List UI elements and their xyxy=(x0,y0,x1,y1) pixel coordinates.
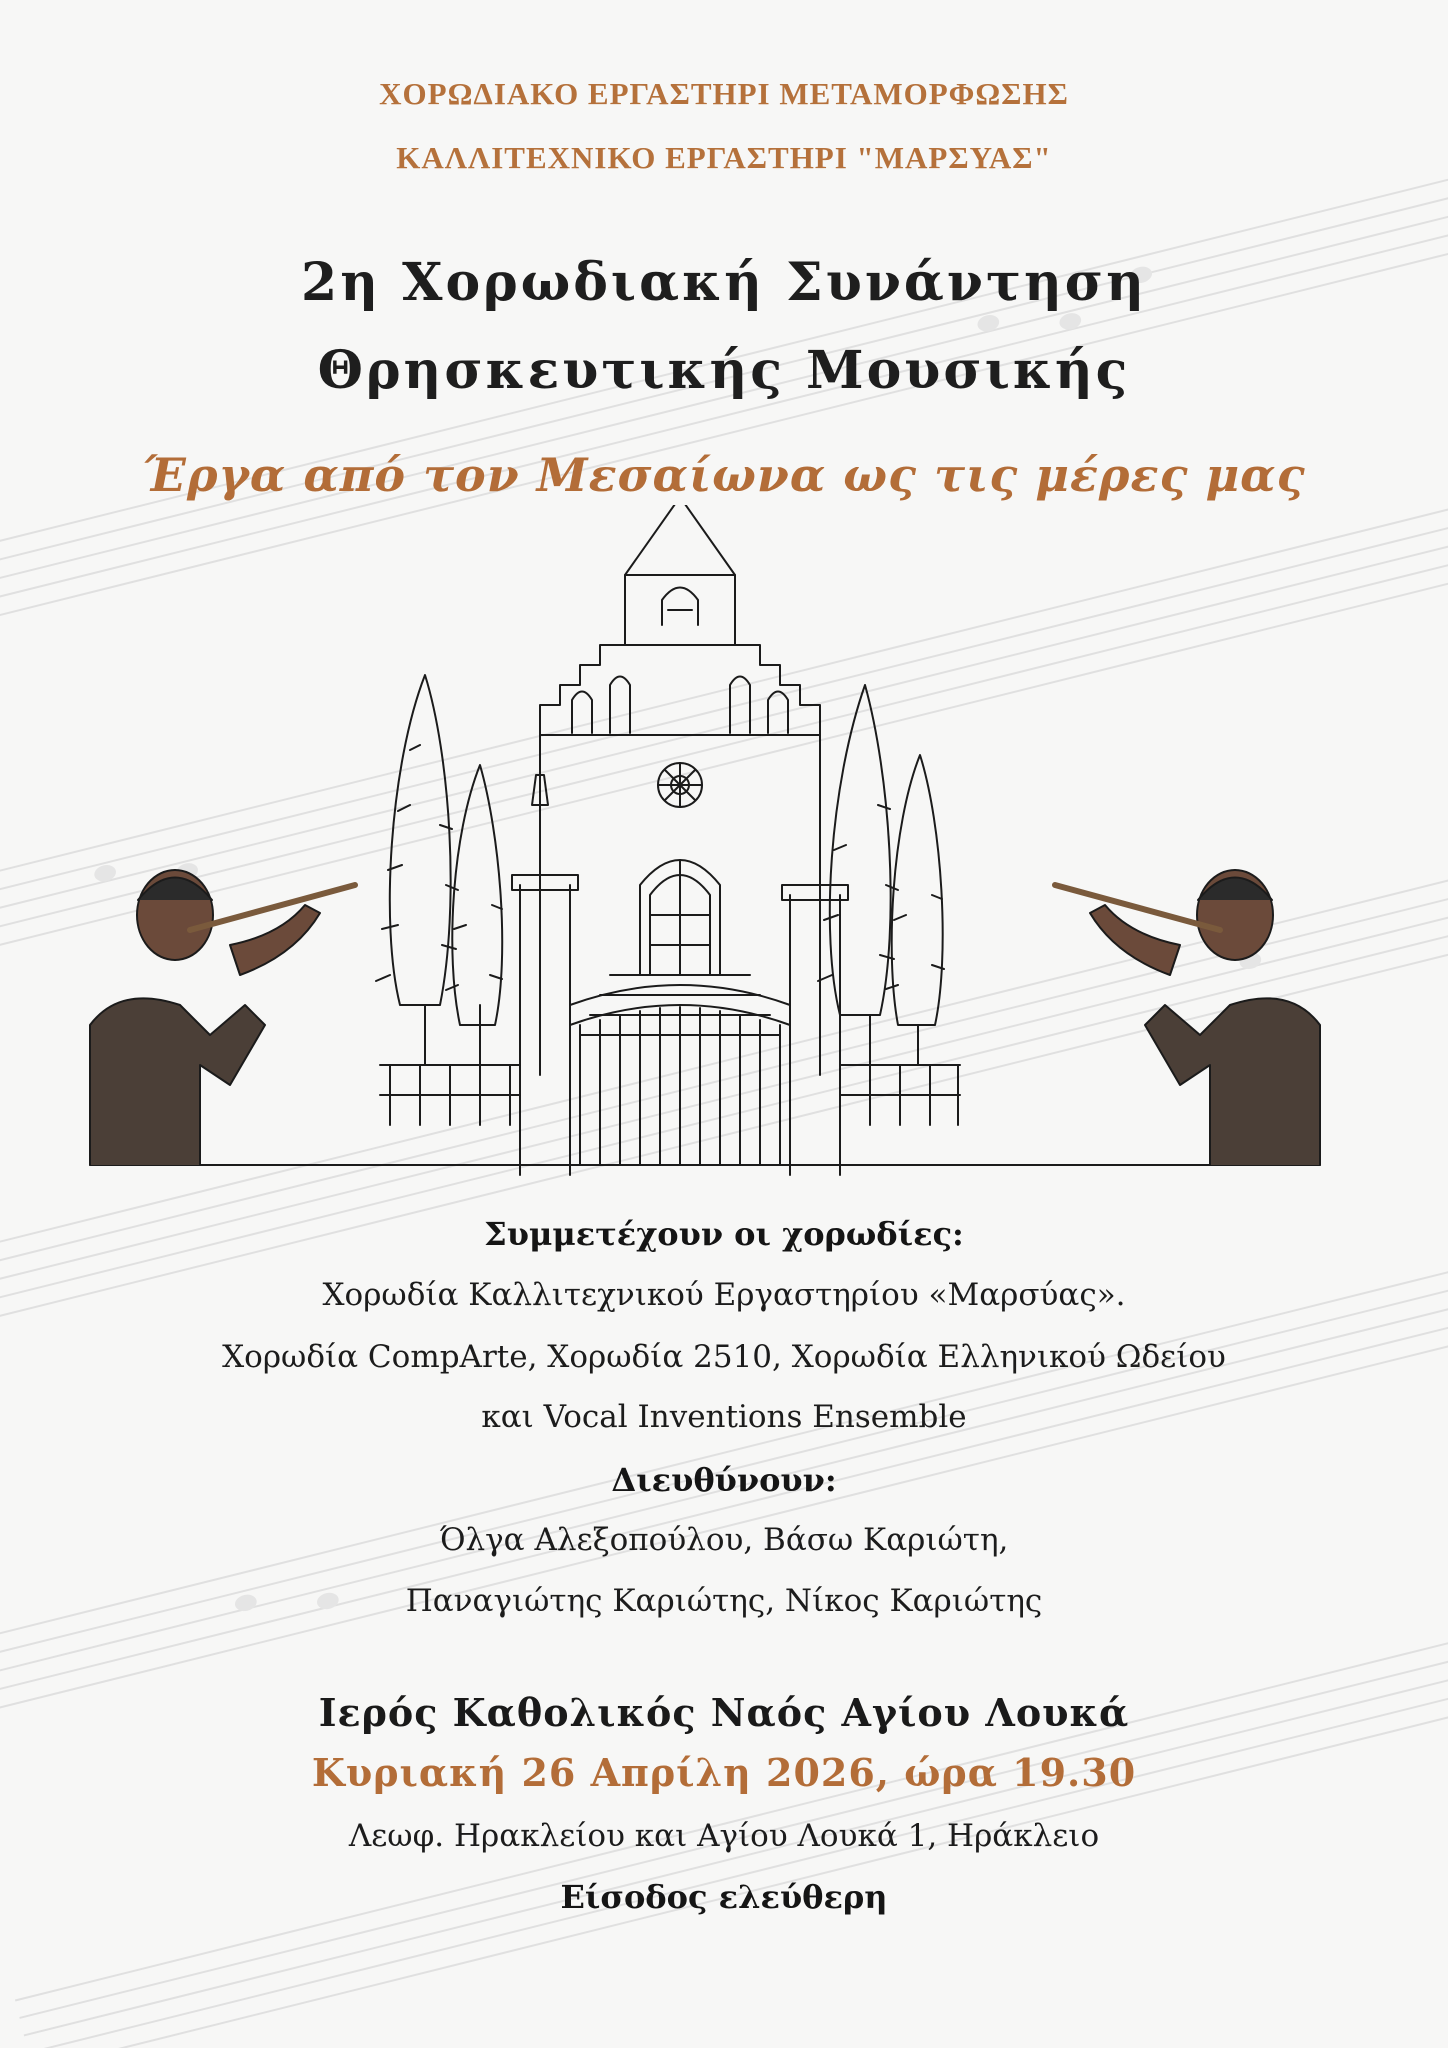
choir-line: Χορωδία CompArte, Χορωδία 2510, Χορωδία Ελληνικού Ωδείου xyxy=(222,1339,1226,1375)
event-subtitle: Έργα από τον Μεσαίωνα ως τις μέρες μας xyxy=(142,448,1306,502)
gate-pillar-left xyxy=(512,875,578,1175)
aulos-right xyxy=(1055,885,1220,930)
cypress-tree-right xyxy=(830,685,891,1015)
aulos-player-left xyxy=(90,870,355,1165)
directors-line: Όλγα Αλεξοπούλου, Βάσω Καριώτη, xyxy=(439,1522,1009,1558)
choir-line: Χορωδία Καλλιτεχνικού Εργαστηρίου «Μαρσύας». xyxy=(322,1277,1126,1313)
choir-line: και Vocal Inventions Ensemble xyxy=(481,1399,967,1435)
aulos-left xyxy=(190,885,355,930)
gate-pillar-right xyxy=(782,885,848,1175)
venue-address: Λεωφ. Ηρακλείου και Αγίου Λουκά 1, Ηράκλειο xyxy=(348,1818,1100,1854)
church-illustration xyxy=(80,505,1380,1185)
venue: Ιερός Καθολικός Ναός Αγίου Λουκά xyxy=(318,1690,1130,1735)
directors-heading: Διευθύνουν: xyxy=(611,1461,837,1499)
event-title-line-2: Θρησκευτικής Μουσικής xyxy=(317,340,1131,401)
entry-info: Είσοδος ελεύθερη xyxy=(560,1878,888,1916)
event-datetime: Κυριακή 26 Απρίλη 2026, ώρα 19.30 xyxy=(311,1750,1137,1795)
directors-line: Παναγιώτης Καριώτης, Νίκος Καριώτης xyxy=(405,1583,1043,1619)
organizer-line-1: ΧΟΡΩΔΙΑΚΟ ΕΡΓΑΣΤΗΡΙ ΜΕΤΑΜΟΡΦΩΣΗΣ xyxy=(379,76,1069,111)
organizer-line-2: ΚΑΛΛΙΤΕΧΝΙΚΟ ΕΡΓΑΣΤΗΡΙ "ΜΑΡΣΥΑΣ" xyxy=(396,140,1052,175)
aulos-player-right xyxy=(1055,870,1320,1165)
cypress-tree-left xyxy=(390,675,451,1005)
iron-gate xyxy=(570,985,790,1165)
event-title-line-1: 2η Χορωδιακή Συνάντηση xyxy=(301,252,1147,313)
participants-heading: Συμμετέχουν οι χορωδίες: xyxy=(484,1215,964,1253)
